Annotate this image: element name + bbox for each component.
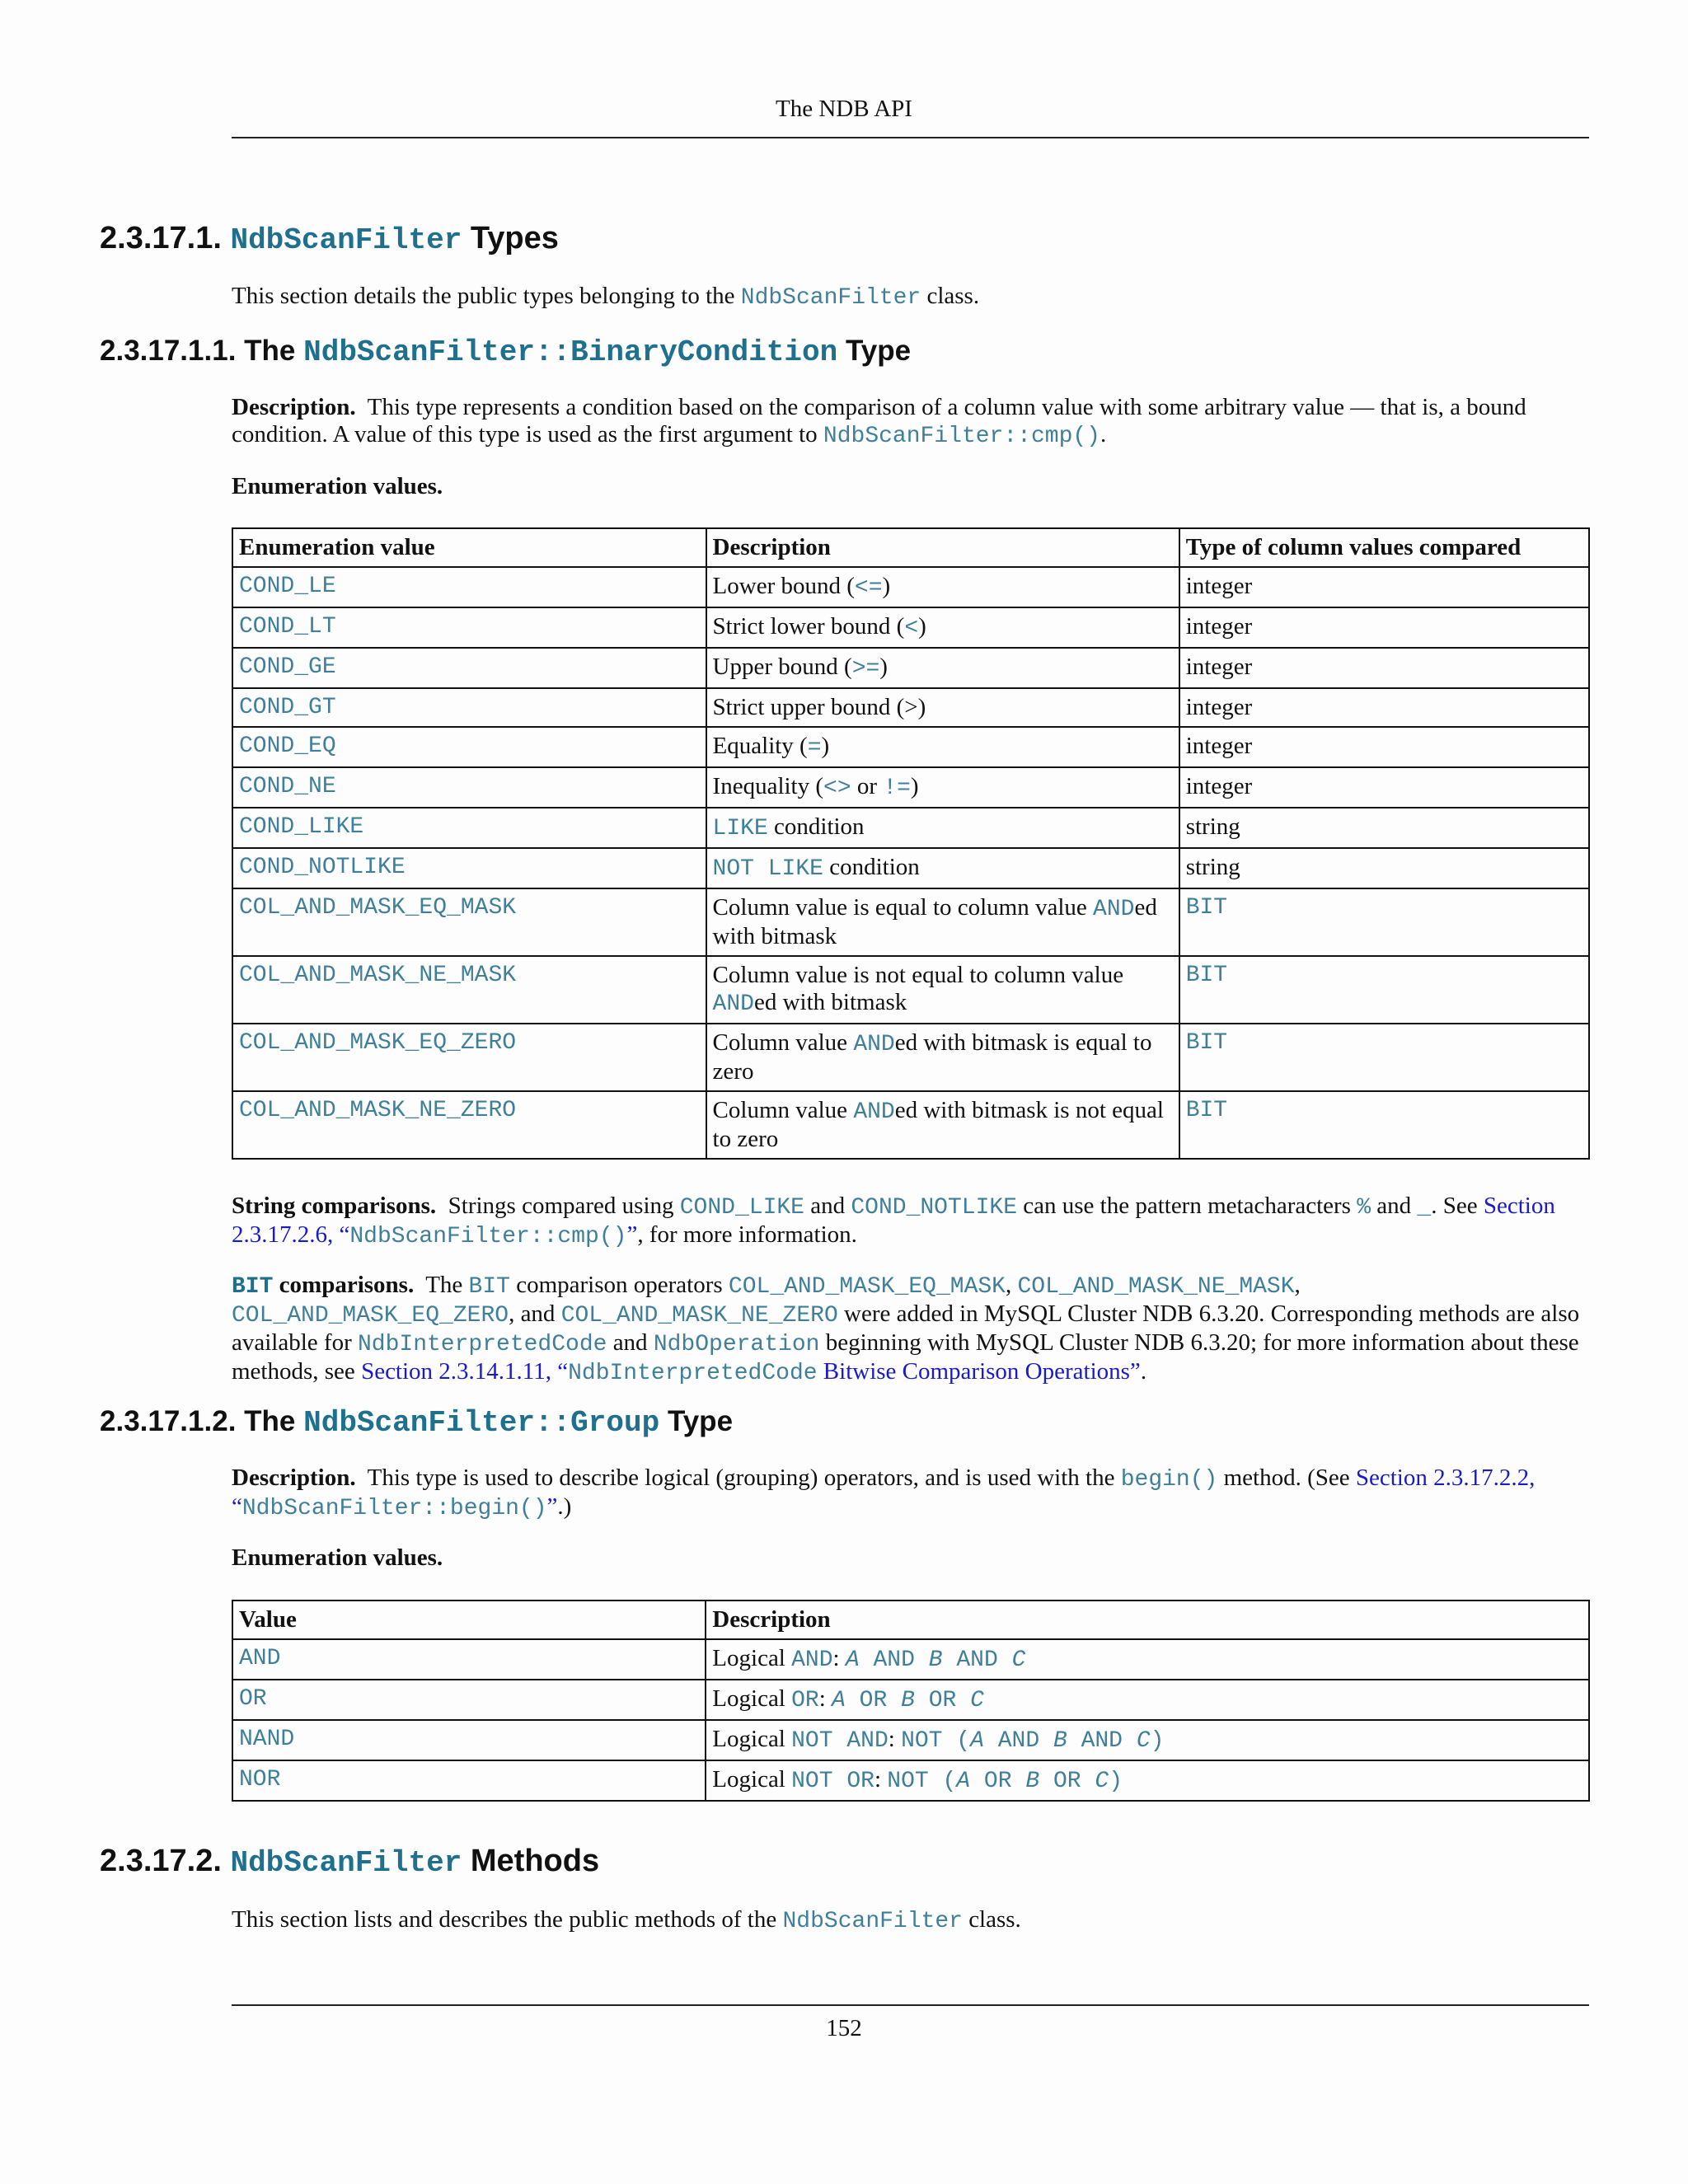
text: were added in MySQL Cluster NDB 6.3.20. Corresponding methods are also available for <box>232 1301 1580 1356</box>
section-heading-binary-condition <box>100 335 911 369</box>
table-row <box>232 688 1589 727</box>
description-cell <box>706 1024 1179 1091</box>
type-cell: string <box>1179 848 1589 888</box>
description-cell <box>706 1091 1179 1159</box>
enum-value-cell: COND_NE <box>232 767 706 808</box>
link-text: ” <box>626 1221 638 1248</box>
code: LIKE <box>712 816 768 841</box>
variable: C <box>1136 1728 1151 1754</box>
code: != <box>883 776 911 801</box>
description-cell <box>706 767 1179 808</box>
code: OR <box>859 1688 888 1713</box>
text: ) <box>879 654 888 680</box>
text: ed with bitmask <box>753 989 907 1015</box>
enum-value-cell: COND_LE <box>232 567 706 607</box>
code: AND <box>1093 897 1135 922</box>
enum-value-cell: COL_AND_MASK_EQ_ZERO <box>232 1024 706 1091</box>
code: COL_AND_MASK_EQ_ZERO <box>232 1303 509 1329</box>
text: . See <box>1431 1193 1478 1219</box>
text: Enumeration values. <box>232 473 443 499</box>
type-cell: string <box>1179 808 1589 848</box>
variable: A <box>956 1769 971 1794</box>
link-text: Section 2.3.17.2.6, “ <box>232 1193 1555 1248</box>
type-cell: integer <box>1179 567 1589 607</box>
class-code: NdbScanFilter <box>740 285 921 311</box>
text: Type <box>845 335 912 367</box>
type-cell: BIT <box>1179 888 1589 956</box>
table-row <box>232 607 1589 648</box>
code: COND_NOTLIKE <box>851 1195 1017 1221</box>
description-cell: Logical AND: A AND B AND C <box>706 1639 1589 1680</box>
code: <> <box>823 776 851 801</box>
variable: B <box>1025 1769 1040 1794</box>
description-cell: Logical NOT OR: NOT (A OR B OR C) <box>706 1760 1589 1801</box>
text: condition <box>823 854 920 880</box>
section-heading-group <box>100 1405 733 1440</box>
header-rule <box>232 137 1589 138</box>
text: and <box>612 1329 648 1356</box>
table-row <box>232 1639 1589 1680</box>
link-code: NdbScanFilter::begin() <box>241 1496 547 1521</box>
link-text: Section 2.3.14.1.11, “ <box>361 1358 569 1385</box>
text: class. <box>968 1906 1021 1933</box>
text: ) <box>882 573 891 599</box>
method-code: begin() <box>1120 1467 1218 1493</box>
variable: B <box>928 1647 943 1673</box>
code: = <box>807 735 822 761</box>
code: NOT OR <box>791 1769 874 1794</box>
variable: A <box>845 1647 860 1673</box>
link-text: Bitwise Comparison Operations” <box>817 1358 1141 1385</box>
code: _ <box>1417 1195 1432 1221</box>
table-row <box>232 956 1589 1024</box>
description-cell <box>706 648 1179 688</box>
enum-value-cell: COND_GT <box>232 688 706 727</box>
enum-value-cell: COND_EQ <box>232 727 706 767</box>
binary-description <box>232 394 1589 450</box>
code: NOT AND <box>791 1728 889 1754</box>
code: COND_LIKE <box>679 1195 804 1221</box>
types-intro <box>232 283 1589 312</box>
table-header-row <box>232 1601 1589 1639</box>
text: Logical <box>712 1685 785 1712</box>
description-cell <box>706 727 1179 767</box>
string-comparisons-note <box>232 1193 1589 1250</box>
heading-title: Types <box>470 221 559 255</box>
text: ed with bitmask is equal to zero <box>712 1029 1152 1085</box>
table-row <box>232 808 1589 848</box>
table-header-row <box>232 528 1589 567</box>
link-text: Section 2.3.17.2.2, “ <box>232 1465 1536 1520</box>
code: OR <box>928 1688 957 1713</box>
value-cell: NOR <box>232 1760 706 1801</box>
code: AND <box>712 991 754 1017</box>
code: OR <box>983 1769 1012 1794</box>
table-row <box>232 648 1589 688</box>
type-cell: BIT <box>1179 1024 1589 1091</box>
text: Logical <box>712 1645 785 1671</box>
text: , for more information. <box>637 1221 857 1248</box>
value-cell: OR <box>232 1680 706 1720</box>
table-row <box>232 567 1589 607</box>
text: and <box>810 1193 846 1219</box>
description-cell: Logical NOT AND: NOT (A AND B AND C) <box>706 1720 1589 1760</box>
variable: C <box>970 1688 984 1713</box>
code: < <box>904 616 919 641</box>
value-cell: AND <box>232 1639 706 1680</box>
type-cell: integer <box>1179 688 1589 727</box>
heading-code: NdbScanFilter <box>230 223 462 257</box>
group-table <box>232 1600 1590 1802</box>
page-number: 152 <box>826 2015 862 2041</box>
heading-title: Methods <box>470 1844 600 1878</box>
section-number: 2.3.17.2. <box>100 1844 222 1878</box>
method-code: NdbScanFilter::cmp() <box>823 424 1100 449</box>
code: <= <box>854 575 883 601</box>
text: Upper bound ( <box>712 654 852 680</box>
enum-value-cell: COND_LIKE <box>232 808 706 848</box>
code: NOT LIKE <box>712 856 823 882</box>
section-heading-methods <box>100 1844 599 1880</box>
value-cell: NAND <box>232 1720 706 1760</box>
code: AND <box>873 1647 915 1673</box>
table-row <box>232 1760 1589 1801</box>
text: Type <box>667 1405 734 1437</box>
methods-intro <box>232 1906 1589 1935</box>
xref-link-bitwise[interactable] <box>361 1358 1141 1385</box>
section-number: 2.3.17.1. <box>100 221 222 255</box>
code: AND <box>1081 1728 1123 1754</box>
text: This section details the public types belonging to the <box>232 283 735 309</box>
footer-rule <box>232 2004 1589 2006</box>
description-label: Description. <box>232 1465 356 1491</box>
enum-value-cell: COND_LT <box>232 607 706 648</box>
type-cell: integer <box>1179 607 1589 648</box>
running-header: The NDB API <box>776 96 912 122</box>
variable: C <box>1011 1647 1026 1673</box>
heading-code: NdbScanFilter <box>230 1846 462 1880</box>
text: ed with bitmask is not equal to zero <box>712 1097 1164 1152</box>
text: ed with bitmask <box>712 894 1157 949</box>
text: Strings compared using <box>448 1193 674 1219</box>
text: Equality ( <box>712 733 808 759</box>
binary-condition-table <box>232 527 1590 1160</box>
link-code: NdbScanFilter::cmp() <box>349 1224 627 1249</box>
text: Strict upper bound (>) <box>712 694 926 720</box>
heading-code: NdbScanFilter::BinaryCondition <box>303 335 838 369</box>
text: class. <box>926 283 980 309</box>
column-header: Description <box>706 1601 1589 1639</box>
code: % <box>1357 1195 1372 1221</box>
enum-value-cell: COL_AND_MASK_NE_ZERO <box>232 1091 706 1159</box>
link-code: NdbInterpretedCode <box>568 1361 818 1386</box>
code: >= <box>851 656 880 682</box>
text: Strict lower bound ( <box>712 613 905 640</box>
code: COL_AND_MASK_NE_MASK <box>1017 1274 1295 1300</box>
text: This type represents a condition based on the comparison of a column value with some arbitrary value — that is, a bound condition. A value of this type is used as the first argument to <box>232 394 1526 448</box>
text: or <box>851 773 884 799</box>
table-row <box>232 727 1589 767</box>
variable: C <box>1095 1769 1109 1794</box>
text: .) <box>557 1493 572 1520</box>
enum-values-label <box>232 473 1589 500</box>
text: The <box>425 1272 463 1298</box>
type-cell: BIT <box>1179 1091 1589 1159</box>
code: NOT <box>901 1728 943 1754</box>
variable: A <box>832 1688 846 1713</box>
enum-value-cell: COND_NOTLIKE <box>232 848 706 888</box>
variable: B <box>1053 1728 1067 1754</box>
note-label: comparisons. <box>279 1272 415 1298</box>
code: AND <box>956 1647 998 1673</box>
type-cell: BIT <box>1179 956 1589 1024</box>
text: Column value is equal to column value <box>712 894 1094 921</box>
variable: B <box>901 1688 915 1713</box>
code: AND <box>997 1728 1040 1754</box>
text: The <box>244 335 296 367</box>
heading-code: NdbScanFilter::Group <box>303 1406 660 1440</box>
code: NdbInterpretedCode <box>357 1332 607 1357</box>
description-cell: Logical OR: A OR B OR C <box>706 1680 1589 1720</box>
column-header: Type of column values compared <box>1179 528 1589 567</box>
description-label: Description. <box>232 394 356 420</box>
code: NdbOperation <box>653 1332 820 1357</box>
bit-comparisons-note: BIT comparisons. The BIT comparison operators COL_AND_MASK_EQ_MASK, COL_AND_MASK_NE_MASK, COL_AND_MASK_EQ_ZERO, and COL_AND_MASK_NE_ZERO were added in MySQL Cluster NDB 6.3.20. Corresponding methods are also available for NdbInterpretedCode and NdbOperation beginning with MySQL Cluster NDB 6.3.20; for more information about these methods, see Section 2.3.14.1.11, “NdbInterpretedCode Bitwise Comparison Operations”. <box>232 1272 1580 1386</box>
code: COL_AND_MASK_EQ_MASK <box>728 1274 1006 1300</box>
description-cell <box>706 848 1179 888</box>
table-row <box>232 1024 1589 1091</box>
description-cell <box>706 607 1179 648</box>
text: Lower bound ( <box>712 573 855 599</box>
text: Logical <box>712 1766 785 1793</box>
text: ) <box>821 733 830 759</box>
code: BIT <box>468 1274 510 1300</box>
text: . <box>1140 1358 1147 1385</box>
link-text: ” <box>546 1493 558 1520</box>
text: ) <box>918 613 926 640</box>
text: , and <box>509 1301 556 1327</box>
variable: A <box>970 1728 984 1754</box>
note-label-code: BIT <box>232 1274 274 1300</box>
text: Column value is not equal to column value <box>712 962 1124 988</box>
text: This section lists and describes the public methods of the <box>232 1906 777 1933</box>
type-cell: integer <box>1179 767 1589 808</box>
type-cell: integer <box>1179 648 1589 688</box>
text: . <box>1100 421 1107 448</box>
enum-value-cell: COL_AND_MASK_EQ_MASK <box>232 888 706 956</box>
text: The <box>244 1405 296 1437</box>
description-cell <box>706 567 1179 607</box>
text: This type is used to describe logical (grouping) operators, and is used with the <box>367 1465 1115 1491</box>
description-cell <box>706 956 1179 1024</box>
group-description <box>232 1465 1589 1522</box>
table-row <box>232 888 1589 956</box>
table-row <box>232 1720 1589 1760</box>
table-row <box>232 848 1589 888</box>
description-cell <box>706 688 1179 727</box>
column-header: Enumeration value <box>232 528 706 567</box>
section-number: 2.3.17.1.1. <box>100 335 237 367</box>
table-row <box>232 1091 1589 1159</box>
section-number: 2.3.17.1.2. <box>100 1405 237 1437</box>
section-heading-types <box>100 221 559 257</box>
description-cell <box>706 888 1179 956</box>
text: comparison operators <box>516 1272 723 1298</box>
code: NOT <box>887 1769 929 1794</box>
code: COL_AND_MASK_NE_ZERO <box>560 1303 838 1329</box>
code: AND <box>853 1099 895 1125</box>
text: beginning with MySQL Cluster NDB 6.3.20; for more information about these methods, see <box>232 1329 1579 1385</box>
code: OR <box>791 1688 819 1713</box>
table-row <box>232 1680 1589 1720</box>
code: AND <box>853 1032 895 1057</box>
type-cell: integer <box>1179 727 1589 767</box>
group-enum-values-label <box>232 1544 1589 1572</box>
table-row <box>232 767 1589 808</box>
enum-value-cell: COND_GE <box>232 648 706 688</box>
enum-value-cell: COL_AND_MASK_NE_MASK <box>232 956 706 1024</box>
text: condition <box>767 813 865 840</box>
text: Column value <box>712 1097 854 1123</box>
text: method. (See <box>1223 1465 1350 1491</box>
column-header: Description <box>706 528 1179 567</box>
text: ) <box>910 773 919 799</box>
description-cell <box>706 808 1179 848</box>
text: and <box>1376 1193 1412 1219</box>
column-header: Value <box>232 1601 706 1639</box>
text: Inequality ( <box>712 773 824 799</box>
code: AND <box>791 1647 833 1673</box>
note-label: String comparisons. <box>232 1193 437 1219</box>
text: can use the pattern metacharacters <box>1023 1193 1351 1219</box>
class-code: NdbScanFilter <box>782 1909 963 1934</box>
text: Logical <box>712 1726 785 1752</box>
text: Enumeration values. <box>232 1544 443 1571</box>
text: Column value <box>712 1029 854 1056</box>
code: OR <box>1053 1769 1081 1794</box>
